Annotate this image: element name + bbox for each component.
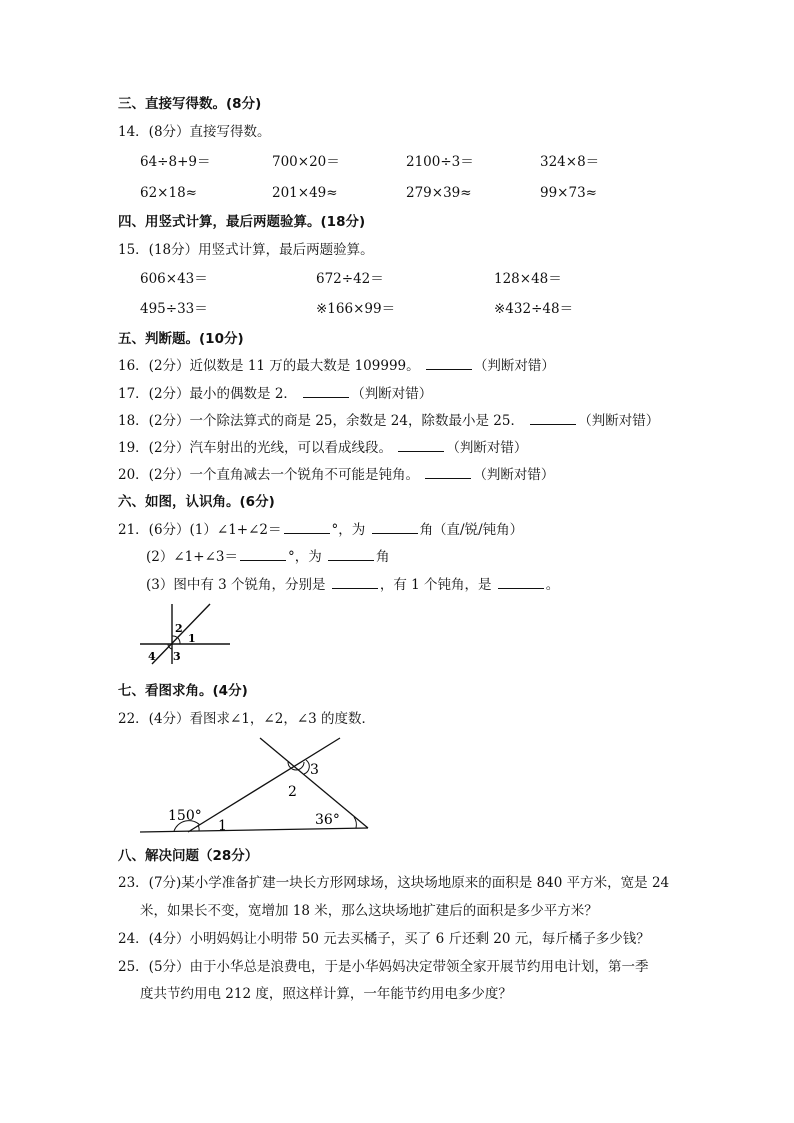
q21-blank-4[interactable]	[328, 548, 374, 561]
q15-item: 606×43＝	[140, 271, 208, 287]
q16-suffix: （判断对错）	[473, 358, 555, 374]
q17-text: 17．(2分）最小的偶数是 2．	[118, 386, 297, 402]
q24-line1: 24．(4分）小明妈妈让小明带 50 元去买橘子，买了 6 斤还剩 20 元，每斤橘子多少钱？	[118, 931, 650, 947]
angle-1-label: 1	[218, 818, 227, 834]
section-4-heading: 四、用竖式计算，最后两题验算。(18分)	[118, 214, 366, 230]
q15-item: ※432÷48＝	[494, 301, 574, 317]
angle-label-4: 4	[148, 650, 156, 663]
q14-item: 2100÷3＝	[406, 154, 474, 170]
q15-item: ※166×99＝	[316, 301, 396, 317]
q18-text: 18．(2分）一个除法算式的商是 25，余数是 24，除数最小是 25．	[118, 413, 524, 429]
q21-line2	[146, 548, 390, 566]
q14-item: 279×39≈	[406, 185, 472, 201]
q21-blank-1[interactable]	[284, 521, 330, 534]
q21-blank-6[interactable]	[498, 576, 544, 589]
q25-line2: 度共节约用电 212 度，照这样计算，一年能节约用电多少度？	[140, 986, 512, 1002]
q25-line1: 25．(5分）由于小华总是浪费电，于是小华妈妈决定带领全家开展节约用电计划，第一季	[118, 959, 649, 975]
q17-answer-blank[interactable]	[303, 385, 349, 398]
q16-text: 16．(2分）近似数是 11 万的最大数是 109999。	[118, 358, 420, 374]
q14-title: 14．(8分）直接写得数。	[118, 124, 271, 140]
q21-line3	[146, 576, 559, 594]
angle-36-label: 36°	[315, 812, 340, 828]
q21-l1-end: 角（直/锐/钝角）	[419, 522, 524, 538]
angle-label-3: 3	[173, 650, 181, 663]
q14-item: 201×49≈	[272, 185, 338, 201]
q15-item: 128×48＝	[494, 271, 562, 287]
q14-item: 700×20＝	[272, 154, 340, 170]
q14-item: 99×73≈	[540, 185, 597, 201]
q20-answer-blank[interactable]	[425, 466, 471, 479]
section-6-heading: 六、如图，认识角。(6分)	[118, 494, 275, 510]
q21-l2-end: 角	[376, 549, 390, 565]
q21-l1-text: 21．(6分）(1）∠1+∠2＝	[118, 522, 282, 538]
q14-item: 324×8＝	[540, 154, 600, 170]
section-8-heading: 八、解决问题（28分）	[118, 848, 259, 864]
q18-suffix: （判断对错）	[578, 413, 660, 429]
q14-item: 62×18≈	[140, 185, 197, 201]
q23-line1: 23．(7分)某小学准备扩建一块长方形网球场，这块场地原来的面积是 840 平方米，宽是 24	[118, 875, 670, 891]
angle-label-2: 2	[175, 622, 183, 635]
q22-triangle-figure	[138, 734, 374, 838]
q14-item: 64÷8+9＝	[140, 154, 211, 170]
q18-answer-blank[interactable]	[530, 412, 576, 425]
q17	[118, 385, 432, 403]
q20-text: 20．(2分）一个直角减去一个锐角不可能是钝角。	[118, 467, 420, 483]
section-3-heading: 三、直接写得数。(8分)	[118, 96, 262, 112]
q21-l3-end: 。	[545, 577, 560, 593]
angle-label-1: 1	[188, 632, 196, 645]
q21-l2-mid: °，为	[287, 549, 322, 565]
q23-line2: 米，如果长不变，宽增加 18 米，那么这块场地扩建后的面积是多少平方米？	[140, 903, 598, 919]
q15-title: 15．(18分）用竖式计算，最后两题验算。	[118, 242, 374, 258]
q21-blank-5[interactable]	[332, 576, 378, 589]
q21-angle-figure	[138, 602, 230, 666]
q21-blank-3[interactable]	[240, 548, 286, 561]
angle-3-label: 3	[310, 762, 319, 778]
angle-2-label: 2	[288, 784, 297, 800]
q19-text: 19．(2分）汽车射出的光线，可以看成线段。	[118, 440, 393, 456]
q22-text: 22．(4分）看图求∠1，∠2，∠3 的度数．	[118, 711, 376, 727]
q20	[118, 466, 554, 484]
q19-suffix: （判断对错）	[446, 440, 528, 456]
q20-suffix: （判断对错）	[473, 467, 555, 483]
section-5-heading: 五、判断题。(10分)	[118, 331, 244, 347]
q15-item: 672÷42＝	[316, 271, 384, 287]
q21-l2-text: (2）∠1+∠3＝	[146, 549, 238, 565]
q16-answer-blank[interactable]	[426, 357, 472, 370]
angle-150-label: 150°	[168, 808, 202, 824]
q21-blank-2[interactable]	[372, 521, 418, 534]
q19	[118, 439, 527, 457]
q21-l1-mid: °，为	[331, 522, 366, 538]
q17-suffix: （判断对错）	[351, 386, 433, 402]
q15-item: 495÷33＝	[140, 301, 208, 317]
q21-l3-mid: ，有 1 个钝角，是	[379, 577, 492, 593]
q21-line1	[118, 521, 523, 539]
q18	[118, 412, 659, 430]
section-7-heading: 七、看图求角。(4分)	[118, 683, 248, 699]
q21-l3-text: (3）图中有 3 个锐角，分别是	[146, 577, 326, 593]
q16	[118, 357, 555, 375]
q19-answer-blank[interactable]	[398, 439, 444, 452]
